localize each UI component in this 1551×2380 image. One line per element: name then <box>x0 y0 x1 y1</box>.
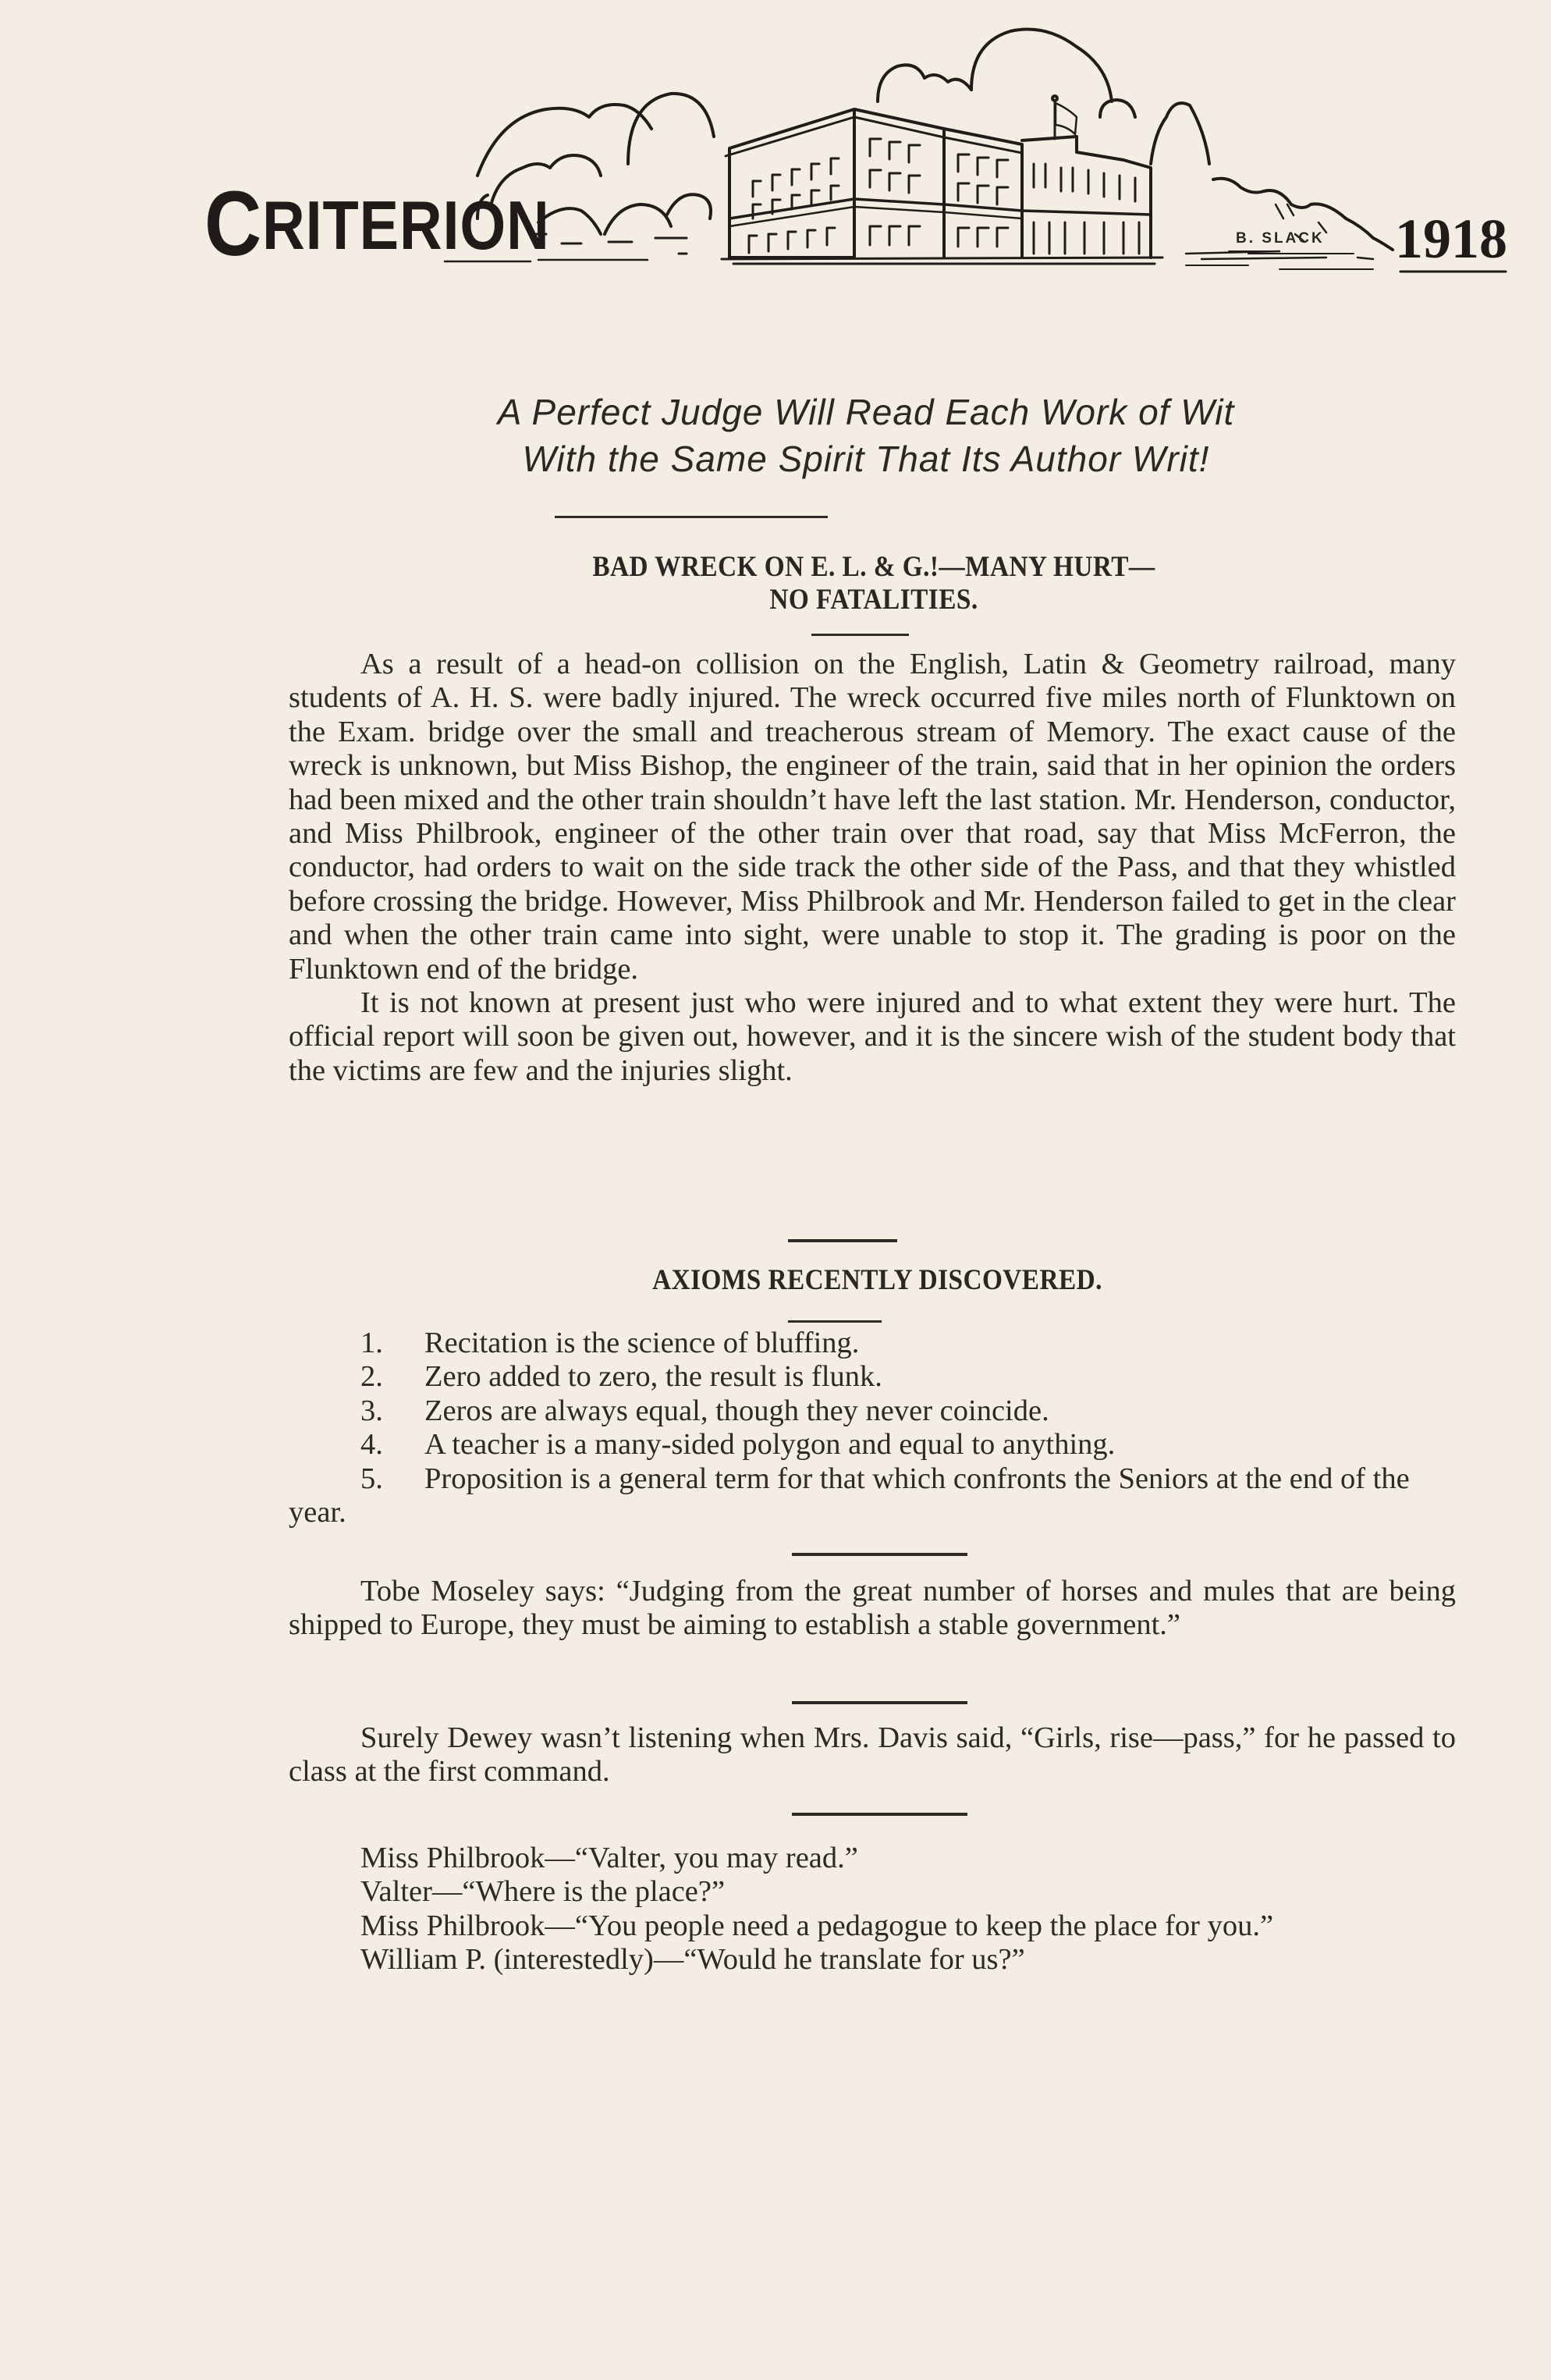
divider-rule <box>811 634 909 636</box>
motto-line-1: A Perfect Judge Will Read Each Work of Wit <box>497 392 1235 432</box>
classroom-dialogue <box>289 1842 1456 1977</box>
tree-outline <box>477 105 651 176</box>
axiom-item <box>289 1462 1456 1530</box>
shrub-outline <box>667 194 711 218</box>
tree-outline <box>1151 103 1209 164</box>
ground-line <box>534 234 687 254</box>
divider-rule <box>792 1553 967 1556</box>
tree-outline <box>878 65 971 101</box>
motto-line-2: With the Same Spirit That Its Author Writ! <box>522 439 1210 479</box>
masthead-year: 1918 <box>1395 208 1507 270</box>
article-paragraph: It is not known at present just who were injured and to what extent they were hurt. The official report will soon be given out, however, and it is the sincere wish of the student body that the victims are few and the injuries slight. <box>289 986 1456 1087</box>
axiom-text: Zero added to zero, the result is flunk. <box>424 1360 882 1394</box>
masthead-title-initial: C <box>204 172 263 275</box>
divider-rule <box>792 1813 967 1816</box>
building-outline <box>854 109 944 258</box>
flag <box>1056 103 1077 134</box>
tree-outline <box>971 30 1112 102</box>
axiom-text: A teacher is a many-sided polygon and equal to anything. <box>424 1428 1116 1462</box>
axiom-number: 2. <box>360 1360 383 1394</box>
axiom-item <box>289 1360 1456 1394</box>
artist-signature: B. SLACK <box>1236 230 1325 247</box>
ground-line <box>1186 251 1373 259</box>
flagpole-finial <box>1052 96 1057 101</box>
quip-text: Surely Dewey wasn’t listening when Mrs. Davis said, “Girls, rise—pass,” for he passed to class at the first command. <box>289 1721 1456 1789</box>
building-outline <box>1022 137 1151 258</box>
axiom-number: 3. <box>360 1394 383 1427</box>
tree-outline <box>1100 100 1135 117</box>
axiom-text: Zeros are always equal, though they never coincide. <box>424 1394 1049 1427</box>
dialogue-line: Miss Philbrook—“Valter, you may read.” <box>360 1842 858 1874</box>
dialogue-line: Valter—“Where is the place?” <box>360 1875 726 1909</box>
axioms-heading: AXIOMS RECENTLY DISCOVERED. <box>652 1264 1102 1296</box>
axiom-item <box>289 1394 1456 1428</box>
axiom-number: 4. <box>360 1428 383 1462</box>
divider-rule <box>788 1320 882 1323</box>
article-headline-line-1: BAD WRECK ON E. L. & G.!—MANY HURT— <box>592 551 1155 583</box>
tree-outline <box>628 94 714 164</box>
axiom-text: Recitation is the science of bluffing. <box>424 1327 860 1359</box>
ground-line <box>1186 265 1373 269</box>
divider-rule <box>788 1239 897 1242</box>
quip-text: Tobe Moseley says: “Judging from the great number of horses and mules that are being shipped to Europe, they must be aiming to establish a stable government.” <box>289 1575 1456 1642</box>
axiom-text: Proposition is a general term for that which confronts the Seniors at the end of the year. <box>289 1462 1410 1529</box>
dialogue-line: Miss Philbrook—“You people need a pedagogue to keep the place for you.” <box>360 1909 1274 1942</box>
building-outline <box>944 129 1022 258</box>
building-base <box>722 258 1162 264</box>
divider-rule <box>555 516 828 518</box>
masthead-title-rest: RITERION <box>262 186 550 264</box>
axiom-number: 1. <box>360 1327 383 1359</box>
divider-rule <box>792 1701 967 1704</box>
dialogue-line: William P. (interestedly)—“Would he translate for us?” <box>360 1943 1025 1977</box>
tobe-moseley-quip <box>289 1575 1456 1643</box>
article-headline-line-2: NO FATALITIES. <box>769 584 978 616</box>
article-body <box>289 648 1456 1088</box>
axioms-list <box>289 1327 1456 1529</box>
shrub-outline <box>605 204 671 234</box>
masthead <box>0 0 1551 297</box>
axiom-item <box>289 1428 1456 1462</box>
dewey-quip <box>289 1721 1456 1789</box>
masthead-title <box>204 172 550 275</box>
axiom-item <box>289 1327 1456 1360</box>
article-paragraph: As a result of a head-on collision on the English, Latin & Geometry railroad, many students of A. H. S. were badly injured. The wreck occurred five miles north of Flunktown on the Exam. bridge over the small and treacherous stream of Memory. The exact cause of the wreck is unknown, but Miss Bishop, the engineer of the train, said that in her opinion the orders had been mixed and the other train shouldn’t have left the last station. Mr. Henderson, conductor, and Miss Philbrook, engineer of the other train over that road, say that Miss McFerron, the conductor, had orders to wait on the side track the other side of the Pass, and that they whistled before crossing the bridge. However, Miss Philbrook and Mr. Henderson failed to get in the clear and when the other train came into sight, were unable to stop it. The grading is poor on the Flunktown end of the bridge. <box>289 648 1456 986</box>
axiom-number: 5. <box>360 1462 383 1495</box>
